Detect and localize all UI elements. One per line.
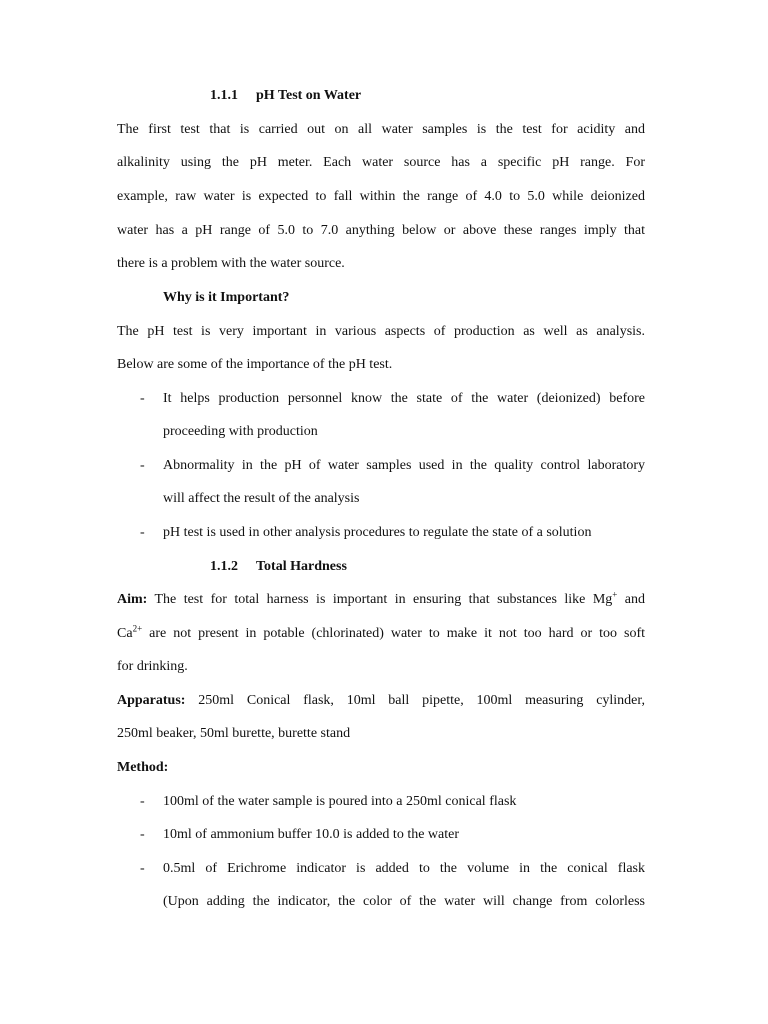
aim-label: Aim: <box>117 592 148 607</box>
aim-line: for drinking. <box>117 659 188 674</box>
bullet-marker: - <box>140 861 145 876</box>
subheading-why-important: Why is it Important? <box>163 290 290 305</box>
bullet-marker: - <box>140 827 145 842</box>
paragraph-line: The pH test is very important in various aspects of production as well as analysis. <box>117 324 645 339</box>
section-title: Total Hardness <box>256 559 347 574</box>
list-item: 10ml of ammonium buffer 10.0 is added to the water <box>163 827 460 842</box>
list-item-continuation: (Upon adding the indicator, the color of the water will change from colorless <box>163 894 645 909</box>
method-label: Method: <box>117 760 169 775</box>
bullet-marker: - <box>140 794 145 809</box>
aim-text: Ca <box>117 626 133 641</box>
bullet-marker: - <box>140 391 145 406</box>
paragraph-line: there is a problem with the water source. <box>117 256 345 271</box>
paragraph-line: The first test that is carried out on all water samples is the test for acidity and <box>117 122 645 137</box>
apparatus-line <box>117 691 645 711</box>
paragraph-line: example, raw water is expected to fall within the range of 4.0 to 5.0 while deionized <box>117 189 645 204</box>
aim-line <box>117 590 645 610</box>
list-item-continuation: will affect the result of the analysis <box>163 491 360 506</box>
paragraph-line: water has a pH range of 5.0 to 7.0 anything below or above these ranges imply that <box>117 223 645 238</box>
list-item: 0.5ml of Erichrome indicator is added to the volume in the conical flask <box>163 861 645 876</box>
section-heading-1-1-1 <box>210 86 510 106</box>
section-heading-1-1-2 <box>210 557 510 577</box>
aim-text: The test for total harness is important in ensuring that substances like Mg <box>147 592 613 607</box>
list-item: It helps production personnel know the state of the water (deionized) before <box>163 391 645 406</box>
paragraph-line: alkalinity using the pH meter. Each water source has a specific pH range. For <box>117 155 645 170</box>
aim-line <box>117 624 645 644</box>
paragraph-line: Below are some of the importance of the pH test. <box>117 357 393 372</box>
aim-text-end: are not present in potable (chlorinated) water to make it not too hard or too soft <box>142 626 645 641</box>
section-title: pH Test on Water <box>256 88 362 103</box>
apparatus-label: Apparatus: <box>117 693 186 708</box>
aim-text-end: and <box>617 592 645 607</box>
superscript: + <box>612 589 618 600</box>
list-item: pH test is used in other analysis procedures to regulate the state of a solution <box>163 525 592 540</box>
apparatus-line: 250ml beaker, 50ml burette, burette stand <box>117 726 351 741</box>
list-item: 100ml of the water sample is poured into a 250ml conical flask <box>163 794 517 809</box>
superscript: 2+ <box>132 623 143 634</box>
section-number: 1.1.1 <box>210 88 238 103</box>
bullet-marker: - <box>140 458 145 473</box>
bullet-marker: - <box>140 525 145 540</box>
list-item-continuation: proceeding with production <box>163 424 318 439</box>
apparatus-text: 250ml Conical flask, 10ml ball pipette, 100ml measuring cylinder, <box>185 693 645 708</box>
section-number: 1.1.2 <box>210 559 238 574</box>
list-item: Abnormality in the pH of water samples used in the quality control laboratory <box>163 458 645 473</box>
